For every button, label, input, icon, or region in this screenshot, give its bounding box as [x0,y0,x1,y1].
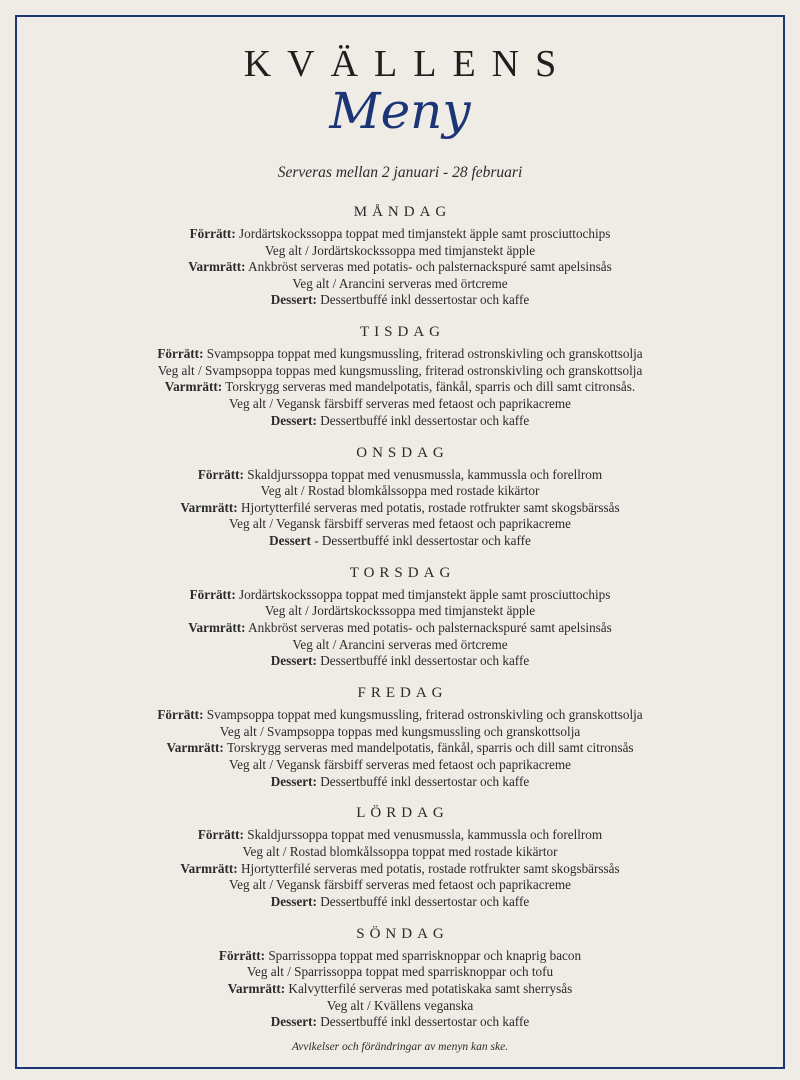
dish-description: Sparrissoppa toppat med sparrisknoppar och knaprig bacon [268,947,582,963]
menu-line [0,243,800,260]
menu-line [0,259,800,276]
menu-line [0,620,800,637]
menu-line [0,500,800,517]
dish-description: Veg alt / Vegansk färsbiff serveras med fetaost och paprikacreme [229,396,571,412]
course-label: Dessert: [270,773,317,789]
dish-description: Dessertbuffé inkl dessertostar och kaffe [320,653,530,669]
menu-line [0,707,800,724]
dish-description: Torskrygg serveras med mandelpotatis, fänkål, sparris och dill samt citronsås [226,740,634,756]
menu-line [0,467,800,484]
menu-line [0,981,800,998]
menu-line [0,603,800,620]
dish-description: Svampsoppa toppat med kungsmussling, friterad ostronskivling och granskottsolja [206,346,643,362]
menu-line [0,653,800,670]
menu-line [0,379,800,396]
menu-line [0,276,800,293]
menu-line [0,587,800,604]
dish-description: Ankbröst serveras med potatis- och palsternackspuré samt apelsinsås [248,620,612,636]
dish-description: Dessertbuffé inkl dessertostar och kaffe [320,292,530,308]
day-section [0,803,800,923]
menu-line [0,363,800,380]
menu-line [0,516,800,533]
course-label: Dessert: [270,412,317,428]
dish-description: Veg alt / Vegansk färsbiff serveras med fetaost och paprikacreme [229,877,571,893]
week-menu [0,202,800,1044]
menu-line [0,740,800,757]
course-label: Dessert: [270,653,317,669]
dish-description: Hjortytterfilé serveras med potatis, rostade rotfrukter samt skogsbärssås [241,860,620,876]
course-label: Förrätt: [157,346,204,362]
dish-description: Veg alt / Sparrissoppa toppat med sparrisknoppar och tofu [246,964,554,980]
menu-line [0,844,800,861]
menu-line [0,346,800,363]
dish-description: Dessertbuffé inkl dessertostar och kaffe [320,893,530,909]
menu-line [0,827,800,844]
dish-description: Veg alt / Jordärtskockssoppa med timjanstekt äpple [264,603,536,619]
footer-note: Avvikelser och förändringar av menyn kan ske. [291,1041,509,1053]
course-label: Dessert: [270,1014,317,1030]
day-heading: TISDAG [360,324,445,341]
menu-line [0,948,800,965]
dish-description: Veg alt / Kvällens veganska [326,997,474,1013]
day-section [0,563,800,683]
menu-line [0,877,800,894]
day-section [0,924,800,1044]
day-section [0,683,800,803]
course-label: Varmrätt: [188,620,246,636]
course-label: Förrätt: [197,466,244,482]
dish-description: Veg alt / Svampsoppa toppas med kungsmussling och granskottsolja [219,723,581,739]
course-label: Varmrätt: [180,499,238,515]
course-label: Dessert: [270,893,317,909]
dish-description: Veg alt / Rostad blomkålssoppa med rostade kikärtor [260,483,540,499]
day-heading: MÅNDAG [353,204,452,220]
serving-period: Serveras mellan 2 januari - 28 februari [277,164,523,181]
dish-description: Skaldjurssoppa toppat med venusmussla, kammussla och forellrom [247,466,603,482]
day-heading: FREDAG [357,685,448,702]
day-section [0,322,800,442]
dish-description: Dessertbuffé inkl dessertostar och kaffe [320,773,530,789]
menu-title: KVÄLLENS [243,43,573,85]
dish-description: Veg alt / Arancini serveras med örtcreme [292,636,508,652]
menu-line [0,533,800,550]
dish-description: Hjortytterfilé serveras med potatis, rostade rotfrukter samt skogsbärssås [241,499,620,515]
menu-line [0,413,800,430]
dish-description: Veg alt / Svampsoppa toppas med kungsmussling, friterad ostronskivling och granskottsolja [157,362,643,378]
dish-description: Dessertbuffé inkl dessertostar och kaffe [320,412,530,428]
menu-line [0,964,800,981]
course-label: Varmrätt: [164,379,223,395]
course-label: Varmrätt: [166,740,224,756]
menu-line [0,894,800,911]
dish-description: Ankbröst serveras med potatis- och palsternackspuré samt apelsinsås [248,259,612,275]
day-section [0,443,800,563]
dish-description: Skaldjurssoppa toppat med venusmussla, kammussla och forellrom [247,827,603,843]
day-heading: LÖRDAG [356,805,449,822]
course-label: Förrätt: [218,947,266,963]
menu-line [0,292,800,309]
dish-description: Veg alt / Rostad blomkålssoppa toppat med rostade kikärtor [242,844,558,860]
menu-line [0,998,800,1015]
menu-line [0,757,800,774]
day-heading: ONSDAG [356,444,449,461]
dish-description: Veg alt / Jordärtskockssoppa med timjanstekt äpple [264,242,536,258]
dish-description: Jordärtskockssoppa toppat med timjanstekt äpple samt prosciuttochips [239,586,611,602]
dish-description: Veg alt / Arancini serveras med örtcreme [292,275,508,291]
course-label: Varmrätt: [188,259,246,275]
course-label: Dessert: [270,292,317,308]
dish-description: Dessertbuffé inkl dessertostar och kaffe [320,1014,530,1030]
dish-description: Kalvytterfilé serveras med potatiskaka samt sherrysås [288,980,573,996]
menu-line [0,483,800,500]
course-label: Förrätt: [189,586,236,602]
course-label: Förrätt: [157,707,204,723]
course-label: Dessert [269,532,311,548]
menu-line [0,861,800,878]
day-heading: SÖNDAG [356,925,449,942]
menu-line [0,724,800,741]
menu-line [0,637,800,654]
day-section [0,202,800,322]
dish-description: Veg alt / Vegansk färsbiff serveras med fetaost och paprikacreme [229,516,571,532]
day-heading: TORSDAG [349,564,456,581]
menu-line [0,396,800,413]
menu-line [0,226,800,243]
dish-description: Jordärtskockssoppa toppat med timjanstekt äpple samt prosciuttochips [239,226,611,241]
dish-description: - Dessertbuffé inkl dessertostar och kaffe [314,532,531,548]
course-label: Förrätt: [189,226,236,241]
dish-description: Torskrygg serveras med mandelpotatis, fänkål, sparris och dill samt citronsås. [225,379,636,395]
course-label: Förrätt: [197,827,244,843]
menu-line [0,774,800,791]
course-label: Varmrätt: [227,980,286,996]
menu-script-title: Meny [329,82,471,140]
course-label: Varmrätt: [180,860,238,876]
dish-description: Veg alt / Vegansk färsbiff serveras med fetaost och paprikacreme [229,756,571,772]
dish-description: Svampsoppa toppat med kungsmussling, friterad ostronskivling och granskottsolja [206,707,643,723]
menu-line [0,1014,800,1031]
